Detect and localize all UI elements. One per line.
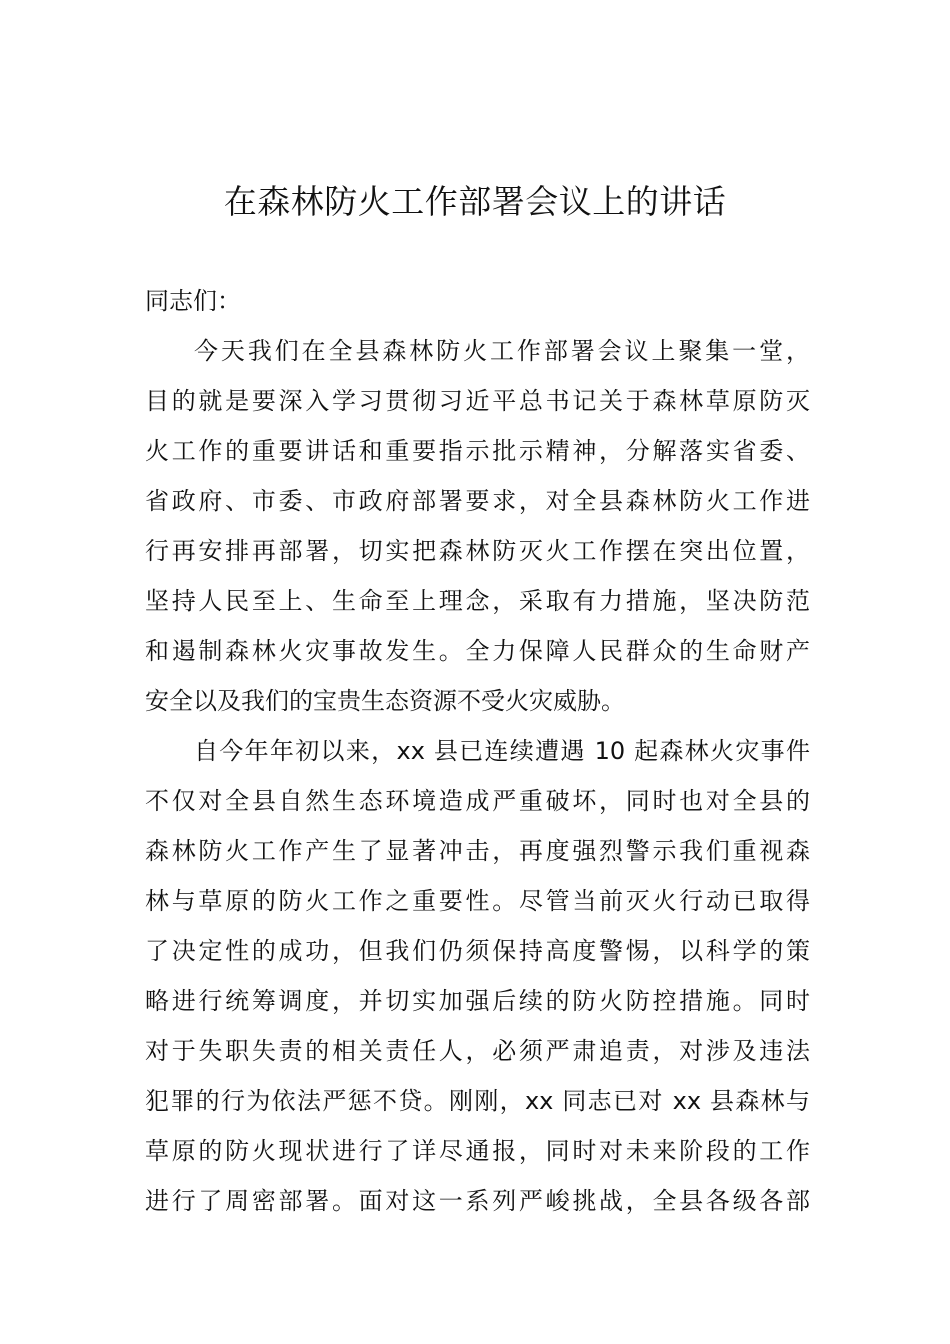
paragraph-line: 草原的防火现状进行了详尽通报，同时对未来阶段的工作 xyxy=(145,1137,810,1165)
paragraph-2 xyxy=(145,732,810,1220)
document-body xyxy=(145,282,810,1232)
paragraph-line: 火工作的重要讲话和重要指示批示精神，分解落实省委、 xyxy=(145,437,810,465)
paragraph-line: 行再安排再部署，切实把森林防灭火工作摆在突出位置， xyxy=(145,537,810,565)
paragraph-line: 略进行统筹调度，并切实加强后续的防火防控措施。同时 xyxy=(145,987,810,1015)
document-title: 在森林防火工作部署会议上的讲话 xyxy=(223,182,727,221)
paragraph-line: 犯罪的行为依法严惩不贷。刚刚，xx 同志已对 xx 县森林与 xyxy=(145,1087,810,1115)
paragraph-line: 目的就是要深入学习贯彻习近平总书记关于森林草原防灭 xyxy=(145,387,810,415)
paragraph-line: 今天我们在全县森林防火工作部署会议上聚集一堂， xyxy=(194,337,810,365)
paragraph-line: 对于失职失责的相关责任人，必须严肃追责，对涉及违法 xyxy=(145,1037,810,1065)
paragraph-line: 和遏制森林火灾事故发生。全力保障人民群众的生命财产 xyxy=(145,637,810,665)
paragraph-1 xyxy=(145,332,810,720)
paragraph-line: 自今年年初以来，xx 县已连续遭遇 10 起森林火灾事件 xyxy=(194,737,810,765)
paragraph-line: 进行了周密部署。面对这一系列严峻挑战，全县各级各部 xyxy=(145,1187,810,1215)
paragraph-line: 坚持人民至上、生命至上理念，采取有力措施，坚决防范 xyxy=(145,587,810,615)
paragraph-line: 森林防火工作产生了显著冲击，再度强烈警示我们重视森 xyxy=(145,837,810,865)
paragraph-line: 安全以及我们的宝贵生态资源不受火灾威胁。 xyxy=(145,687,625,715)
paragraph-line: 不仅对全县自然生态环境造成严重破坏，同时也对全县的 xyxy=(145,787,810,815)
paragraph-line: 林与草原的防火工作之重要性。尽管当前灭火行动已取得 xyxy=(145,887,810,915)
paragraph-line: 省政府、市委、市政府部署要求，对全县森林防火工作进 xyxy=(145,487,810,515)
paragraph-line: 了决定性的成功，但我们仍须保持高度警惕，以科学的策 xyxy=(145,937,810,965)
salutation: 同志们： xyxy=(145,287,241,315)
